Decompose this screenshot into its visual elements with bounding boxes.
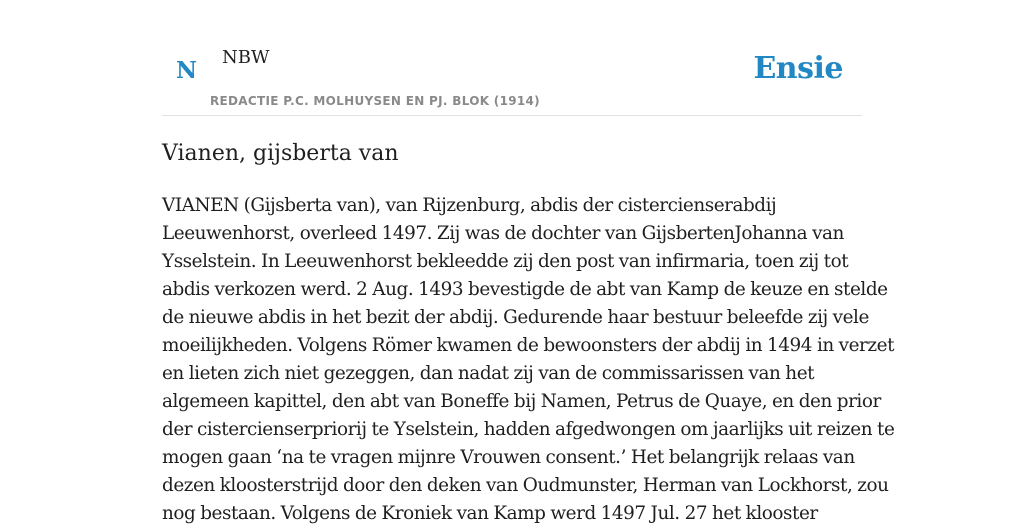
article-header — [162, 0, 862, 116]
body-line: mogen gaan ‘na te vragen mijnre Vrouwen consent.’ Het belangrijk relaas van — [162, 447, 855, 468]
body-line: algemeen kapittel, den abt van Boneffe bij Namen, Petrus de Quaye, en den prior — [162, 391, 881, 412]
article-title: Vianen, gijsberta van — [162, 141, 399, 166]
body-line: nog bestaan. Volgens de Kroniek van Kamp werd 1497 Jul. 27 het klooster — [162, 503, 818, 524]
body-line: der cistercienserpriorij te Yselstein, hadden afgedwongen om jaarlijks uit reizen te — [162, 419, 895, 440]
body-line: de nieuwe abdis in het bezit der abdij. Gedurende haar bestuur beleefde zij vele — [162, 307, 869, 328]
source-name: NBW — [222, 47, 270, 68]
body-line: Leeuwenhorst, overleed 1497. Zij was de dochter van GijsbertenJohanna van — [162, 223, 844, 244]
body-line: VIANEN (Gijsberta van), van Rijzenburg, abdis der cistercienserabdij — [162, 195, 777, 216]
ensie-logo[interactable]: Ensie — [753, 51, 843, 86]
source-logo: N — [176, 57, 198, 84]
body-line: Ysselstein. In Leeuwenhorst bekleedde zij den post van infirmaria, toen zij tot — [162, 251, 849, 272]
article-body — [162, 192, 895, 528]
body-line: en lieten zich niet gezeggen, dan nadat zij van de commissarissen van het — [162, 363, 815, 384]
body-line: moeilijkheden. Volgens Römer kwamen de bewoonsters der abdij in 1494 in verzet — [162, 335, 895, 356]
article-page — [162, 0, 895, 524]
body-line: abdis verkozen werd. 2 Aug. 1493 bevestigde de abt van Kamp de keuze en stelde — [162, 279, 888, 300]
source-credit: REDACTIE P.C. MOLHUYSEN EN PJ. BLOK (1914) — [210, 94, 540, 108]
body-line: dezen kloosterstrijd door den deken van Oudmunster, Herman van Lockhorst, zou — [162, 475, 889, 496]
